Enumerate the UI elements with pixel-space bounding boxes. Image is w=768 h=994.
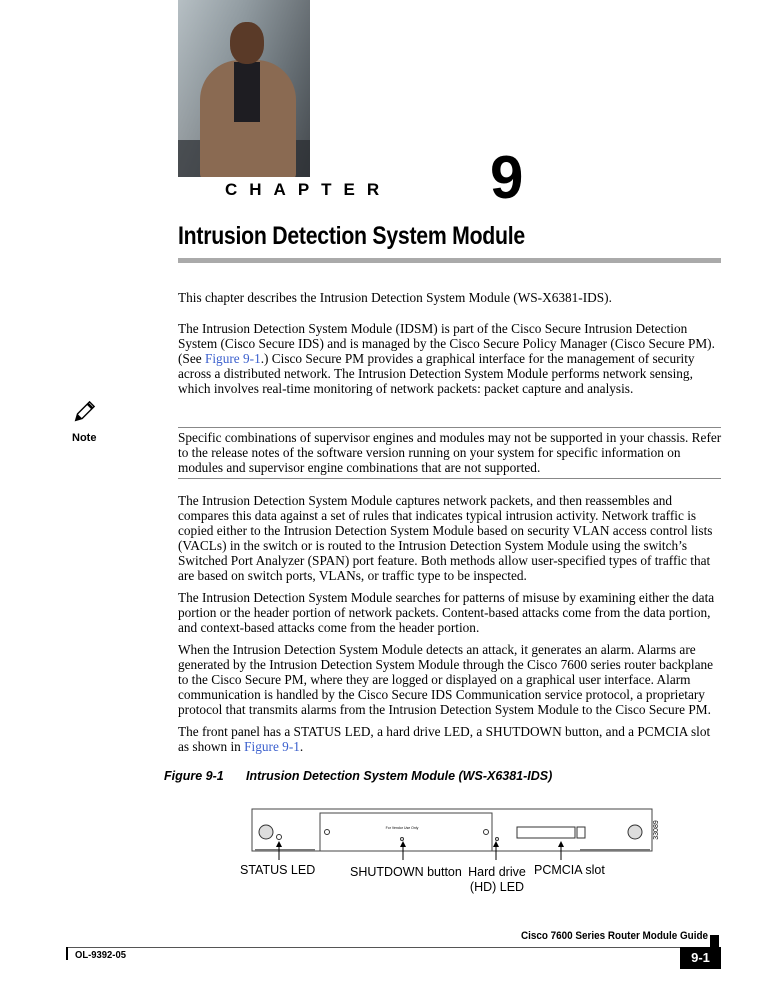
hard-drive-led-label: Hard drive (HD) LED — [468, 865, 526, 894]
text: The Intrusion Detection System Module (IDSM) is part of the Cisco Secure Intrusion Detection System (Cisco Secure IDS) and is managed by the Cisco Secure Policy Manager (Cisco Secure PM). (See — [178, 321, 715, 366]
guide-title: Cisco 7600 Series Router Module Guide — [520, 930, 708, 942]
pencil-note-icon — [72, 400, 96, 424]
chapter-number: 9 — [490, 144, 524, 211]
panel-text: For Vendor Use Only — [385, 826, 419, 830]
intro-paragraph-2 — [178, 321, 723, 396]
note-rule-bottom — [178, 478, 721, 479]
chapter-photo — [178, 0, 310, 177]
paragraph — [178, 724, 723, 754]
doc-number: OL-9392-05 — [75, 949, 126, 961]
text: The front panel has a STATUS LED, a hard drive LED, a SHUTDOWN button, and a PCMCIA slot as shown in — [178, 724, 711, 754]
pcmcia-slot-label: PCMCIA slot — [534, 863, 605, 877]
paragraph: When the Intrusion Detection System Module detects an attack, it generates an alarm. Alarms are generated by the Intrusion Detection System Module through the Cisco 7600 series router backplane to the Cisco Secure PM, where they are logged or displayed on a graphical user interface. Alarm communication is handled by the Cisco Secure IDS Communication service protocol, a proprietary protocol that transmits alarms from the Intrusion Detection System Module to the Cisco Secure PM. — [178, 642, 714, 717]
page-number: 9-1 — [680, 947, 721, 969]
shutdown-button-label: SHUTDOWN button — [350, 865, 462, 879]
module-front-panel-diagram — [250, 805, 665, 860]
note-label: Note — [72, 432, 97, 444]
footer-rule — [66, 947, 720, 948]
footer-bar — [66, 947, 68, 960]
figure-id: 33089 — [653, 820, 660, 840]
figure-link[interactable]: Figure 9-1 — [204, 351, 261, 366]
footer-marker — [710, 935, 719, 947]
body-text — [178, 493, 723, 761]
chapter-label: CHAPTER — [225, 180, 392, 199]
status-led-label: STATUS LED — [240, 863, 316, 877]
title-rule — [178, 258, 721, 263]
text: .) Cisco Secure PM provides a graphical interface for the management of security across a distributed network. The Intrusion Detection System Module performs network sensing, which involves real-time monitoring of network packets: packet capture and analysis. — [178, 351, 695, 396]
paragraph: The Intrusion Detection System Module searches for patterns of misuse by examining either the data portion or the header portion of network packets. Content-based attacks come from the data portion, and context-based attacks come from the header portion. — [178, 590, 715, 635]
intro-paragraph: This chapter describes the Intrusion Detection System Module (WS-X6381-IDS). — [178, 290, 612, 305]
figure-caption — [164, 769, 552, 784]
figure-title: Intrusion Detection System Module (WS-X6381-IDS) — [246, 769, 553, 783]
page-title: Intrusion Detection System Module — [178, 222, 525, 250]
figure-number: Figure 9-1 — [164, 769, 224, 783]
paragraph: The Intrusion Detection System Module captures network packets, and then reassembles and compares this data against a set of rules that indicates typical intrusion activity. Network traffic is copied either to the Intrusion Detection System Module based on security VLAN access control lists (VACLs) in the switch or is routed to the Intrusion Detection System Module using the switch’s Switched Port Analyzer (SPAN) port feature. Both methods allow user-specified types of traffic that are based on switch ports, VLANs, or traffic type to be inspected. — [178, 493, 713, 583]
figure-link[interactable]: Figure 9-1 — [244, 739, 300, 754]
text: . — [299, 739, 304, 754]
note-rule-top — [178, 427, 721, 428]
note-text: Specific combinations of supervisor engines and modules may not be supported in your chassis. Refer to the release notes of the software version running on your system for specific information on modules and supervisor engine combinations that are not supported. — [178, 430, 722, 475]
